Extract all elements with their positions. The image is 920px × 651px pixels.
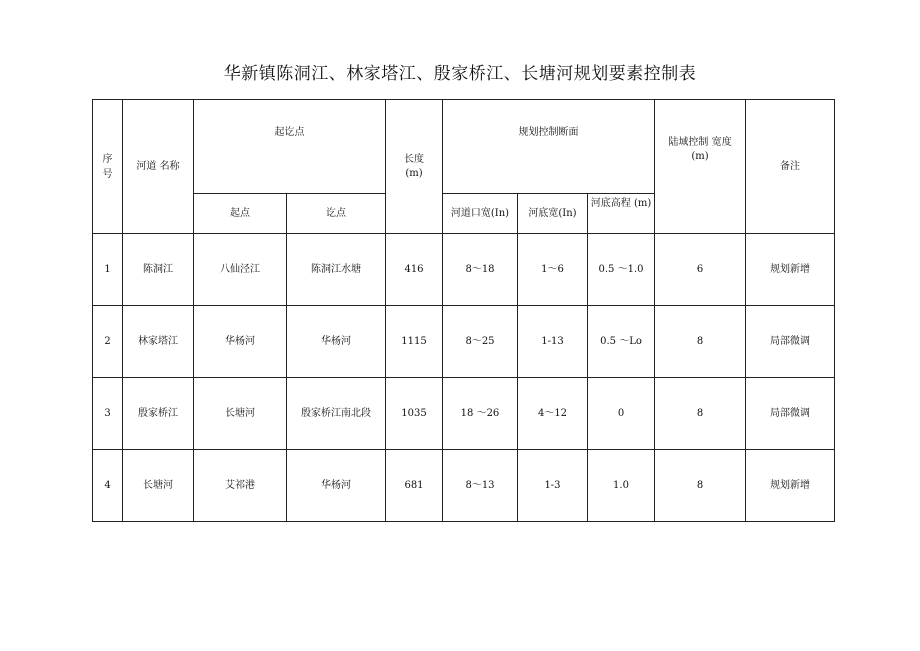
table-row <box>93 450 835 522</box>
cell-start: 华杨河 <box>194 306 287 378</box>
header-bottom-elev: 河底高程 (m) <box>588 194 655 234</box>
header-bottom-width: 河底宽(In) <box>518 194 588 234</box>
cell-bottom-width: 4～12 <box>518 378 588 450</box>
table-row <box>93 378 835 450</box>
header-row-1 <box>93 100 835 194</box>
cell-land-width: 8 <box>655 450 746 522</box>
cell-seq: 2 <box>93 306 123 378</box>
cell-start: 八仙泾江 <box>194 234 287 306</box>
cell-land-width: 8 <box>655 306 746 378</box>
cell-bottom-width: 1-3 <box>518 450 588 522</box>
cell-land-width: 6 <box>655 234 746 306</box>
cell-top-width: 8～18 <box>443 234 518 306</box>
header-note: 备注 <box>746 100 835 234</box>
cell-start: 艾祁港 <box>194 450 287 522</box>
header-section: 规划控制断面 <box>443 100 655 194</box>
cell-bottom-elev: 0.5 ～1.0 <box>588 234 655 306</box>
cell-end: 殷家桥江南北段 <box>287 378 386 450</box>
cell-top-width: 18 ～26 <box>443 378 518 450</box>
cell-top-width: 8～13 <box>443 450 518 522</box>
table-row <box>93 234 835 306</box>
header-seq: 序号 <box>93 100 123 234</box>
cell-start: 长塘河 <box>194 378 287 450</box>
cell-top-width: 8～25 <box>443 306 518 378</box>
header-length: 长度 (m) <box>386 100 443 234</box>
header-start-end: 起讫点 <box>194 100 386 194</box>
cell-end: 华杨河 <box>287 450 386 522</box>
table-row <box>93 306 835 378</box>
cell-note: 局部微调 <box>746 378 835 450</box>
cell-length: 681 <box>386 450 443 522</box>
header-land-width: 陆域控制 宽度 (m) <box>655 100 746 234</box>
cell-bottom-width: 1-13 <box>518 306 588 378</box>
cell-bottom-elev: 1.0 <box>588 450 655 522</box>
cell-bottom-elev: 0 <box>588 378 655 450</box>
cell-bottom-elev: 0.5 ～Lo <box>588 306 655 378</box>
header-end: 讫点 <box>287 194 386 234</box>
cell-seq: 4 <box>93 450 123 522</box>
cell-river: 长塘河 <box>123 450 194 522</box>
cell-note: 规划新增 <box>746 234 835 306</box>
cell-length: 1035 <box>386 378 443 450</box>
cell-length: 416 <box>386 234 443 306</box>
header-top-width: 河道口宽(In) <box>443 194 518 234</box>
page-title: 华新镇陈洞江、林家塔江、殷家桥江、长塘河规划要素控制表 <box>223 64 697 84</box>
control-table <box>92 99 835 522</box>
cell-end: 陈洞江水塘 <box>287 234 386 306</box>
cell-river: 陈洞江 <box>123 234 194 306</box>
cell-bottom-width: 1～6 <box>518 234 588 306</box>
cell-length: 1115 <box>386 306 443 378</box>
header-start: 起点 <box>194 194 287 234</box>
cell-river: 殷家桥江 <box>123 378 194 450</box>
cell-river: 林家塔江 <box>123 306 194 378</box>
cell-land-width: 8 <box>655 378 746 450</box>
header-river-name: 河道 名称 <box>123 100 194 234</box>
cell-seq: 3 <box>93 378 123 450</box>
cell-note: 规划新增 <box>746 450 835 522</box>
cell-seq: 1 <box>93 234 123 306</box>
cell-note: 局部微调 <box>746 306 835 378</box>
cell-end: 华杨河 <box>287 306 386 378</box>
